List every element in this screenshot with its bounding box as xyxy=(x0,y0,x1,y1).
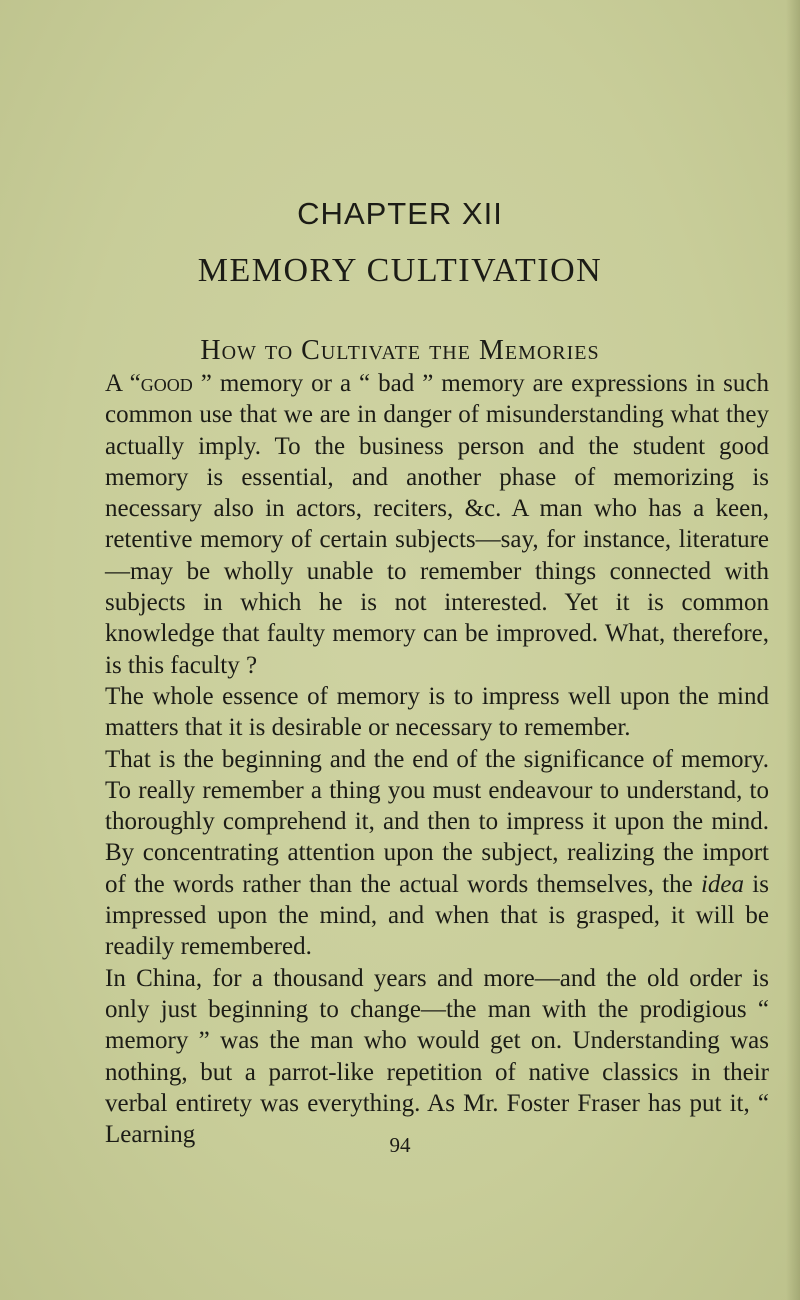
paragraph-2: The whole essence of memory is to impress well upon the mind matters that it is desirable or necessary to remember. xyxy=(105,682,769,742)
paragraph-1 xyxy=(105,368,769,681)
page-edge-shadow xyxy=(786,0,800,1300)
paragraph-1-rest: ” memory or a “ bad ” memory are expressions in such common use that we are in danger of misunderstanding what they actually imply. To the business person and the student good memory is essential, and another phase of memorizing is necessary also in actors, reciters, &c. A man who has a keen, retentive memory of certain subjects—say, for instance, literature—may be wholly unable to remember things connected with subjects in which he is not interested. Yet it is common knowledge that faulty memory can be improved. What, therefore, is this faculty ? xyxy=(105,370,769,679)
paragraph-3-after: is impressed upon the mind, and when that is grasped, it will be readily remembered. xyxy=(105,870,769,961)
chapter-title: MEMORY CULTIVATION xyxy=(197,252,603,289)
paragraph-3-before: That is the beginning and the end of the significance of memory. To really remember a thing you must endeavour to understand, to thoroughly comprehend it, and then to impress it upon the mind. By concentrating attention upon the subject, realizing the import of the words rather than the actual words themselves, the xyxy=(105,745,769,898)
paragraph-1-open: A “ xyxy=(105,370,141,397)
paragraph-3 xyxy=(105,744,769,963)
section-heading: How to Cultivate the Memories xyxy=(200,335,600,366)
small-caps-good: good xyxy=(140,370,193,397)
page-number: 94 xyxy=(389,1133,411,1157)
chapter-number: CHAPTER XII xyxy=(297,196,503,231)
italic-idea: idea xyxy=(700,870,745,898)
body-text xyxy=(105,368,769,1150)
paragraph-4: In China, for a thousand years and more—and the old order is only just beginning to change—the man with the prodigious “ memory ” was the man who would get on. Understanding was nothing, but a parrot-like repetition of native classics in their verbal entirety was everything. As Mr. Foster Fraser has put it, “ Learning xyxy=(105,964,769,1149)
